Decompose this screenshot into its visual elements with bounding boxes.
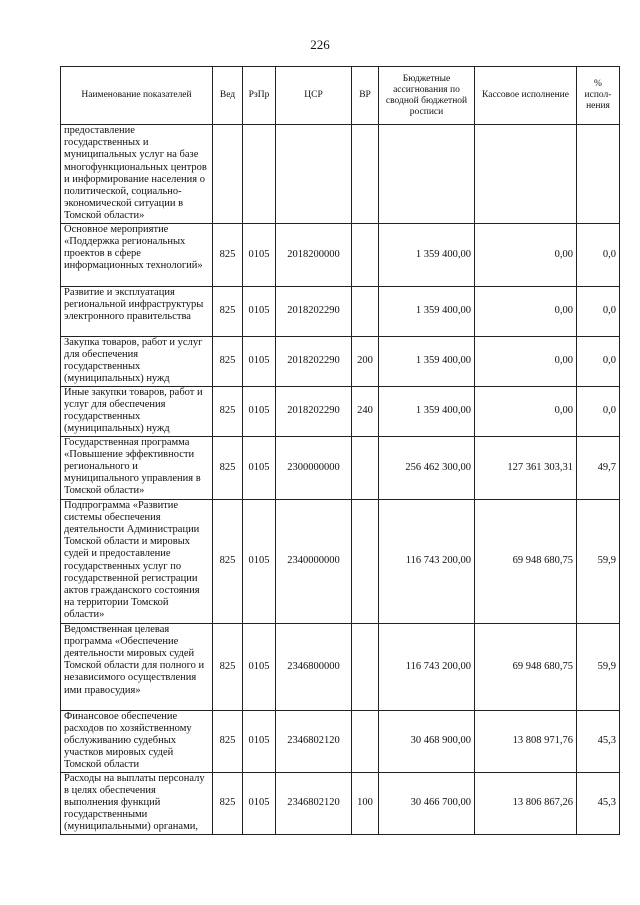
row-csr: 2346800000 (276, 623, 352, 710)
table-row (61, 499, 620, 623)
row-vr: 100 (352, 772, 379, 834)
row-rzpr: 0105 (243, 223, 276, 286)
row-cash: 69 948 680,75 (475, 623, 577, 710)
row-rzpr (243, 125, 276, 224)
row-assignments: 1 359 400,00 (379, 223, 475, 286)
header-ved: Вед (213, 67, 243, 125)
header-name: Наименование показателей (61, 67, 213, 125)
row-rzpr: 0105 (243, 436, 276, 499)
header-csr: ЦСР (276, 67, 352, 125)
table-row (61, 223, 620, 286)
row-percent: 0,0 (577, 336, 620, 386)
row-cash: 0,00 (475, 223, 577, 286)
row-percent: 45,3 (577, 772, 620, 834)
row-name: Развитие и эксплуатация региональной инфраструктуры электронного правительства (61, 286, 213, 336)
row-name: Финансовое обеспечение расходов по хозяйственному обслуживанию судебных участков мировых судей Томской области (61, 710, 213, 772)
row-assignments (379, 125, 475, 224)
row-vr (352, 223, 379, 286)
page-number: 226 (310, 37, 330, 52)
row-name: предоставление государственных и муниципальных услуг на базе многофункциональных центров и информирование населения о политической, социально-экономической ситуации в Томской области» (61, 125, 213, 224)
row-ved: 825 (213, 772, 243, 834)
table-row (61, 125, 620, 224)
row-ved: 825 (213, 386, 243, 436)
table-row (61, 436, 620, 499)
row-assignments: 1 359 400,00 (379, 336, 475, 386)
row-cash: 13 808 971,76 (475, 710, 577, 772)
row-rzpr: 0105 (243, 710, 276, 772)
table-row (61, 623, 620, 710)
row-name: Государственная программа «Повышение эффективности регионального и муниципального управления в Томской области» (61, 436, 213, 499)
row-percent: 0,0 (577, 386, 620, 436)
row-vr (352, 436, 379, 499)
row-name: Подпрограмма «Развитие системы обеспечения деятельности Администрации Томской области и мировых судей и предоставление государственных услуг по государственной регистрации актов гражданского состояния на территории Томской области» (61, 499, 213, 623)
row-name: Иные закупки товаров, работ и услуг для обеспечения государственных (муниципальных) нужд (61, 386, 213, 436)
header-vr: ВР (352, 67, 379, 125)
row-cash: 13 806 867,26 (475, 772, 577, 834)
row-rzpr: 0105 (243, 772, 276, 834)
budget-table (60, 66, 620, 835)
row-percent: 45,3 (577, 710, 620, 772)
row-assignments: 30 466 700,00 (379, 772, 475, 834)
row-percent: 49,7 (577, 436, 620, 499)
row-ved: 825 (213, 286, 243, 336)
row-csr: 2340000000 (276, 499, 352, 623)
row-name: Ведомственная целевая программа «Обеспечение деятельности мировых судей Томской области для полного и независимого осуществления ими правосудия» (61, 623, 213, 710)
row-vr (352, 623, 379, 710)
row-csr: 2346802120 (276, 710, 352, 772)
row-name: Расходы на выплаты персоналу в целях обеспечения выполнения функций государственными (муниципальными) органами, (61, 772, 213, 834)
row-ved: 825 (213, 436, 243, 499)
row-percent: 0,0 (577, 223, 620, 286)
row-cash: 0,00 (475, 286, 577, 336)
row-ved: 825 (213, 336, 243, 386)
row-ved: 825 (213, 223, 243, 286)
header-cash: Кассовое исполнение (475, 67, 577, 125)
header-assignments: Бюджетные ассигнования по сводной бюджетной росписи (379, 67, 475, 125)
row-cash (475, 125, 577, 224)
row-name: Основное мероприятие «Поддержка региональных проектов в сфере информационных технологий» (61, 223, 213, 286)
row-cash: 0,00 (475, 386, 577, 436)
row-vr (352, 499, 379, 623)
header-row (61, 67, 620, 125)
row-assignments: 1 359 400,00 (379, 386, 475, 436)
row-assignments: 256 462 300,00 (379, 436, 475, 499)
row-rzpr: 0105 (243, 499, 276, 623)
row-rzpr: 0105 (243, 623, 276, 710)
table-row (61, 336, 620, 386)
row-assignments: 116 743 200,00 (379, 499, 475, 623)
row-assignments: 30 468 900,00 (379, 710, 475, 772)
row-assignments: 1 359 400,00 (379, 286, 475, 336)
row-csr: 2018200000 (276, 223, 352, 286)
header-percent: % испол- нения (577, 67, 620, 125)
row-vr: 240 (352, 386, 379, 436)
row-vr (352, 286, 379, 336)
row-name: Закупка товаров, работ и услуг для обеспечения государственных (муниципальных) нужд (61, 336, 213, 386)
table-row (61, 386, 620, 436)
row-percent (577, 125, 620, 224)
row-cash: 69 948 680,75 (475, 499, 577, 623)
row-cash: 0,00 (475, 336, 577, 386)
row-percent: 59,9 (577, 623, 620, 710)
row-ved: 825 (213, 623, 243, 710)
row-vr: 200 (352, 336, 379, 386)
header-rzpr: РзПр (243, 67, 276, 125)
row-ved: 825 (213, 710, 243, 772)
row-percent: 59,9 (577, 499, 620, 623)
row-ved: 825 (213, 499, 243, 623)
row-cash: 127 361 303,31 (475, 436, 577, 499)
table-row (61, 772, 620, 834)
row-percent: 0,0 (577, 286, 620, 336)
row-vr (352, 710, 379, 772)
row-ved (213, 125, 243, 224)
row-csr: 2346802120 (276, 772, 352, 834)
row-csr: 2018202290 (276, 336, 352, 386)
row-rzpr: 0105 (243, 286, 276, 336)
row-csr: 2018202290 (276, 386, 352, 436)
row-csr: 2018202290 (276, 286, 352, 336)
row-assignments: 116 743 200,00 (379, 623, 475, 710)
table-row (61, 286, 620, 336)
row-rzpr: 0105 (243, 336, 276, 386)
row-csr: 2300000000 (276, 436, 352, 499)
row-vr (352, 125, 379, 224)
table-row (61, 710, 620, 772)
row-csr (276, 125, 352, 224)
row-rzpr: 0105 (243, 386, 276, 436)
